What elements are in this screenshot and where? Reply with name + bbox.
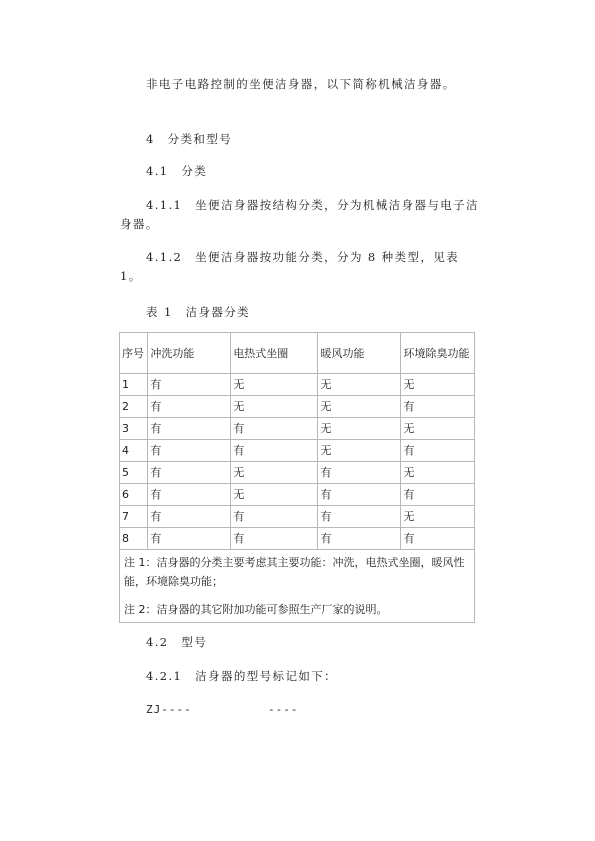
table-cell: 无	[318, 440, 401, 462]
table-cell: 无	[231, 396, 318, 418]
table-row	[120, 528, 475, 550]
clause-4-1-1-text: 4.1.1 坐便洁身器按结构分类，分为机械洁身器与电子洁身器。	[120, 198, 479, 231]
table-cell: 有	[148, 462, 231, 484]
section-4-2-heading	[120, 633, 480, 652]
table-cell: 有	[401, 528, 475, 550]
table-caption-text: 表 1 洁身器分类	[146, 305, 251, 319]
clause-4-2-1-text: 4.2.1 洁身器的型号标记如下：	[146, 669, 338, 683]
table-cell: 无	[401, 462, 475, 484]
table-row	[120, 440, 475, 462]
table-cell: 无	[318, 396, 401, 418]
table-cell: 无	[401, 506, 475, 528]
table-cell: 有	[148, 418, 231, 440]
table-cell: 无	[231, 484, 318, 506]
table-row	[120, 462, 475, 484]
table-cell: 有	[401, 396, 475, 418]
clause-4-1-2	[120, 248, 480, 286]
section-4-2-text: 4.2 型号	[146, 635, 208, 649]
table-cell: 有	[231, 440, 318, 462]
table-body	[120, 333, 475, 623]
table-cell: 有	[401, 440, 475, 462]
table-header-row	[120, 333, 475, 374]
table-cell: 3	[120, 418, 148, 440]
table-row	[120, 396, 475, 418]
table-cell: 5	[120, 462, 148, 484]
header-cell: 暖风功能	[318, 333, 401, 374]
header-cell: 环境除臭功能	[401, 333, 475, 374]
table-cell: 有	[318, 462, 401, 484]
intro-text: 非电子电路控制的坐便洁身器，以下简称机械洁身器。	[146, 77, 456, 91]
table-cell: 1	[120, 374, 148, 396]
table-cell: 有	[148, 484, 231, 506]
header-cell: 冲洗功能	[148, 333, 231, 374]
table-cell: 无	[401, 374, 475, 396]
table-cell: 无	[318, 418, 401, 440]
table-note: 注 2：洁身器的其它附加功能可参照生产厂家的说明。	[124, 603, 388, 616]
table-cell: 有	[318, 528, 401, 550]
table-cell: 6	[120, 484, 148, 506]
clause-4-1-1	[120, 196, 480, 234]
table-cell: 8	[120, 528, 148, 550]
table-caption	[120, 303, 480, 322]
table-note: 注 1：洁身器的分类主要考虑其主要功能：冲洗，电热式坐圈，暖风性能，环境除臭功能；	[124, 556, 465, 588]
classification-table	[119, 332, 475, 623]
table-row	[120, 418, 475, 440]
model-designation: ZJ---- ----	[146, 703, 299, 716]
table-cell: 有	[148, 528, 231, 550]
table-row	[120, 484, 475, 506]
table-cell: 无	[231, 374, 318, 396]
table-notes-row	[120, 550, 475, 623]
table-cell: 有	[231, 418, 318, 440]
table-cell: 有	[231, 506, 318, 528]
table-cell: 有	[148, 396, 231, 418]
table-cell: 4	[120, 440, 148, 462]
table-row	[120, 374, 475, 396]
table-cell: 有	[148, 374, 231, 396]
table-cell: 有	[148, 440, 231, 462]
section-4-1-heading	[120, 162, 480, 181]
table-cell: 有	[318, 484, 401, 506]
table-cell: 有	[401, 484, 475, 506]
table-cell: 7	[120, 506, 148, 528]
table-cell: 无	[401, 418, 475, 440]
clause-4-2-1	[120, 667, 480, 686]
table-cell: 无	[318, 374, 401, 396]
section-4-heading	[120, 130, 480, 149]
header-cell: 电热式坐圈	[231, 333, 318, 374]
header-cell: 序号	[120, 333, 148, 374]
section-4-text: 4 分类和型号	[146, 132, 233, 146]
table-cell: 有	[148, 506, 231, 528]
table-cell: 有	[318, 506, 401, 528]
table-cell: 2	[120, 396, 148, 418]
clause-4-1-2-text: 4.1.2 坐便洁身器按功能分类，分为 8 种类型，见表 1。	[120, 250, 460, 283]
table-cell: 有	[231, 528, 318, 550]
table-notes	[120, 550, 475, 623]
section-4-1-text: 4.1 分类	[146, 164, 208, 178]
intro-paragraph	[120, 75, 480, 94]
table-cell: 无	[231, 462, 318, 484]
table-row	[120, 506, 475, 528]
